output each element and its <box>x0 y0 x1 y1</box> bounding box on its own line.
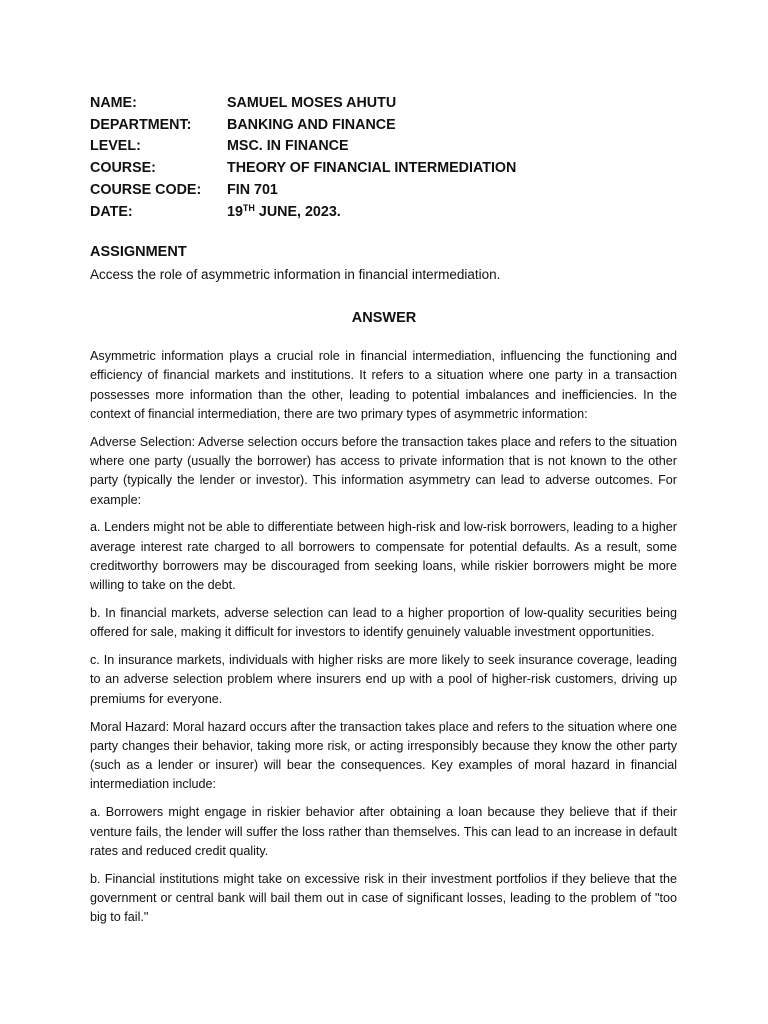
info-row-course-code <box>90 179 690 201</box>
date-value <box>227 201 690 223</box>
answer-paragraph: a. Lenders might not be able to differentiate between high-risk and low-risk borrowers, leading to a higher average interest rate charged to all borrowers to compensate for potential defaults. As a result, some creditworthy borrowers may be discouraged from seeking loans, while riskier borrowers might be more willing to take on the debt. <box>90 520 677 593</box>
answer-paragraph: b. In financial markets, adverse selection can lead to a higher proportion of low-quality securities being offered for sale, making it difficult for investors to identify genuinely valuable investment opportunities. <box>90 606 677 640</box>
course-value: THEORY OF FINANCIAL INTERMEDIATION <box>227 160 517 177</box>
answer-heading: ANSWER <box>351 310 417 326</box>
level-value: MSC. IN FINANCE <box>227 138 349 155</box>
date-ordinal-suffix: TH <box>242 202 255 213</box>
department-value: BANKING AND FINANCE <box>227 116 396 133</box>
date-month-year: JUNE, 2023. <box>254 203 341 220</box>
info-row-department <box>90 114 690 136</box>
course-label: COURSE: <box>90 160 156 177</box>
assignment-heading: ASSIGNMENT <box>90 244 187 260</box>
answer-paragraph: Moral Hazard: Moral hazard occurs after the transaction takes place and refers to the situation where one party changes their behavior, taking more risk, or acting irresponsibly because they know the other party (such as a lender or insurer) will bear the consequences. Key examples of moral hazard in financial intermediation include: <box>90 719 677 792</box>
info-row-level <box>90 136 690 158</box>
date-day: 19 <box>227 203 243 220</box>
info-row-name <box>90 92 690 114</box>
info-row-date <box>90 201 690 223</box>
level-label: LEVEL: <box>90 138 141 155</box>
course-code-value: FIN 701 <box>227 182 278 199</box>
answer-body <box>90 347 677 936</box>
answer-paragraph: Adverse Selection: Adverse selection occurs before the transaction takes place and refers to the situation where one party (usually the borrower) has access to private information that is not known to the other party (typically the lender or investor). This information asymmetry can lead to adverse outcomes. For example: <box>90 434 677 507</box>
name-label: NAME: <box>90 94 137 111</box>
answer-paragraph: b. Financial institutions might take on excessive risk in their investment portfolios if they believe that the government or central bank will bail them out in case of significant losses, leading to the problem of "too big to fail." <box>90 871 677 925</box>
info-row-course <box>90 157 690 179</box>
name-value: SAMUEL MOSES AHUTU <box>227 94 397 111</box>
answer-paragraph: c. In insurance markets, individuals with higher risks are more likely to seek insurance coverage, leading to an adverse selection problem where insurers end up with a pool of higher-risk customers, driving up premiums for everyone. <box>90 653 677 706</box>
answer-paragraph: a. Borrowers might engage in riskier behavior after obtaining a loan because they believe that if their venture fails, the lender will suffer the loss rather than themselves. This can lead to an increase in default rates and reduced credit quality. <box>90 805 677 858</box>
date-label: DATE: <box>90 203 133 220</box>
answer-paragraph: Asymmetric information plays a crucial role in financial intermediation, influencing the functioning and efficiency of financial markets and institutions. It refers to a situation where one party in a transaction possesses more information than the other, leading to potential imbalances and inefficiencies. In the context of financial intermediation, there are two primary types of asymmetric information: <box>90 349 677 421</box>
assignment-question: Access the role of asymmetric information in financial intermediation. <box>90 267 501 282</box>
department-label: DEPARTMENT: <box>90 116 192 133</box>
course-code-label: COURSE CODE: <box>90 182 202 199</box>
student-info-table <box>90 92 690 223</box>
